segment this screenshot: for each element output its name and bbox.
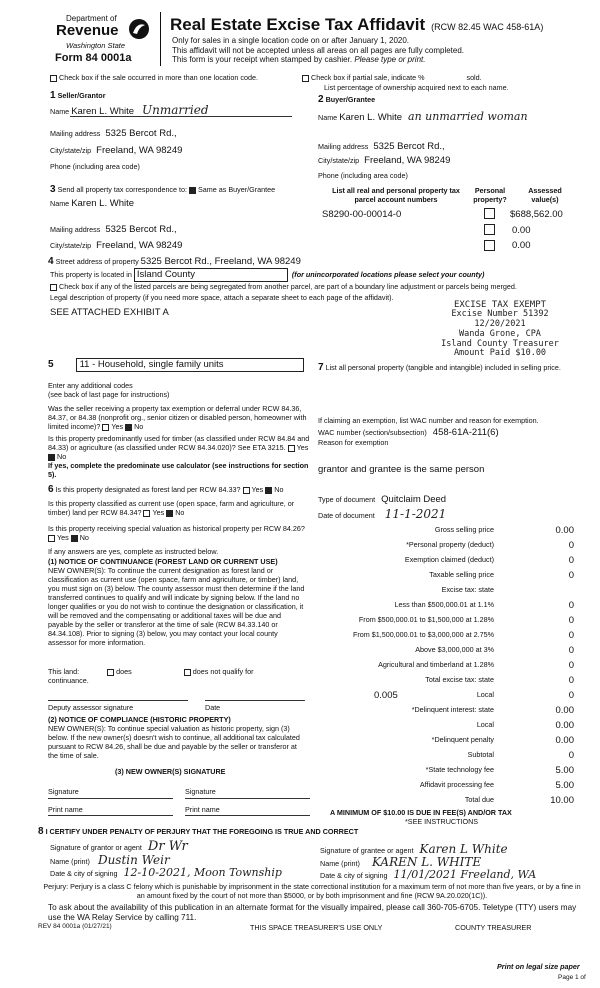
tax-value[interactable]: 0 (568, 540, 574, 551)
grantor-name[interactable]: Dustin Weir (97, 853, 170, 867)
ask-text: To ask about the availability of this publication in an alternate format for the visually impaired, please call 360-705-6705. Teletype (TTY) users may use the WA Relay Service by calling 711. (48, 903, 577, 923)
tax-label: Agricultural and timberland at 1.28% (378, 660, 494, 669)
grantor-date[interactable]: 12-10-2021, Moon Township (123, 866, 282, 879)
sec2-mailing-label: Mailing address (318, 142, 369, 151)
header-line1: Only for sales in a single location code on or after January 1, 2020. (172, 36, 410, 45)
tax-row-tier2 (318, 615, 578, 626)
tax-value[interactable]: 0.00 (555, 705, 574, 716)
sec6-if-yes: If any answers are yes, complete as instructed below. (48, 547, 219, 556)
sec4-street-row (48, 256, 301, 269)
tax-row-tier4 (318, 645, 578, 656)
sec3-num: 3 (50, 184, 56, 195)
form-title (170, 14, 543, 35)
sec1-phone-label: Phone (including area code) (50, 162, 140, 171)
excise-exempt-stamp (440, 300, 560, 359)
sec1-mailing-label: Mailing address (50, 129, 101, 138)
tax-value[interactable]: 0 (568, 555, 574, 566)
tax-label: Gross selling price (434, 525, 494, 534)
sec8-num: 8 (38, 826, 44, 837)
sec3-mailing-row (50, 224, 177, 236)
grantee-sig-label: Signature of grantee or agent (320, 846, 414, 855)
sec5-q2-no[interactable] (48, 454, 55, 461)
additional-label: Enter any additional codes (48, 381, 133, 390)
sec5-q2-yes-label: Yes (296, 443, 309, 452)
parcel-number-1[interactable]: S8290-00-00014-0 (322, 209, 402, 220)
tax-value[interactable]: 0 (568, 690, 574, 701)
tax-label: Exemption claimed (deduct) (404, 555, 494, 564)
sec2-city-row (318, 155, 450, 167)
sec1-num: 1 (50, 90, 56, 101)
tax-value[interactable]: 0.00 (555, 735, 574, 746)
sec1-mailing[interactable]: 5325 Bercot Rd., (105, 128, 177, 139)
sec1-city-row (50, 145, 182, 157)
sec3-city-label: City/state/zip (50, 241, 92, 250)
local-rate: 0.005 (374, 690, 398, 701)
dept-line3: Washington State (66, 41, 126, 50)
assessed-value-1[interactable]: $688,562.00 (510, 209, 563, 220)
sec5-q1 (48, 404, 310, 431)
sec3-name[interactable]: Karen L. White (71, 198, 135, 209)
new-owner-sig2[interactable]: Signature (185, 787, 216, 796)
sec2-header (318, 94, 375, 107)
deputy-date-line (205, 700, 305, 701)
tax-row-delinq-local (318, 720, 578, 731)
sec6-q3-no-label: No (79, 533, 89, 542)
sec6-q3-yes-label: Yes (57, 533, 69, 542)
grantor-name-label: Name (print) (50, 857, 90, 866)
sec7-label: List all personal property (tangible and intangible) included in selling price. (325, 363, 561, 372)
wac-label: WAC number (section/subsection) (318, 428, 427, 437)
sec8-certify (38, 826, 358, 839)
sec5-q2b: If yes, complete the predominate use calculator (see instructions for section 5). (48, 461, 309, 479)
tax-value[interactable]: 0 (568, 570, 574, 581)
sec4-unincorporated: (for unincorporated locations please select your county) (291, 270, 485, 279)
tax-row-excise-state (318, 585, 578, 596)
personal-checkbox-3[interactable] (484, 240, 495, 251)
assessed-value-2[interactable]: 0.00 (512, 225, 531, 236)
wac-number[interactable]: 458-61A-211(6) (432, 427, 499, 438)
sec1-label: Seller/Grantor (57, 91, 106, 100)
new-owner-sig1[interactable]: Signature (48, 787, 79, 796)
sec1-name-line (70, 116, 292, 117)
sec2-phone-label: Phone (including area code) (318, 171, 408, 180)
sec6-q1-no-label: No (274, 485, 284, 494)
tax-value[interactable]: 0 (568, 600, 574, 611)
sec6-q2-text: Is this property classified as current use (open space, farm and agriculture, or timber) land per RCW 84.34? (48, 499, 295, 517)
rev-number: REV 84 0001a (01/27/21) (38, 923, 112, 930)
notice2-title: (2) NOTICE OF COMPLIANCE (HISTORIC PROPERTY) (48, 715, 231, 724)
sec6-q1-text: Is this property designated as forest land per RCW 84.33? (55, 485, 241, 494)
sec3-name-row (50, 198, 134, 210)
sig3-title: (3) NEW OWNER(S) SIGNATURE (115, 767, 226, 776)
tax-value[interactable]: 0.00 (555, 525, 574, 536)
header-lines (172, 36, 464, 65)
sec1-mailing-row (50, 128, 177, 140)
tax-row-total-state (318, 675, 578, 686)
reason-value[interactable]: grantor and grantee is the same person (318, 464, 485, 475)
tax-label: Total excise tax: state (425, 675, 494, 684)
sec5-row (48, 358, 304, 372)
sec4-located-row (50, 268, 484, 282)
doc-date[interactable]: 11-1-2021 (384, 507, 447, 521)
doc-type-label: Type of document (318, 495, 376, 504)
tax-value[interactable]: 0 (568, 645, 574, 656)
partial-sale-check[interactable] (302, 73, 482, 82)
sec1-header (50, 90, 106, 103)
sec3-same: Same as Buyer/Grantee (198, 185, 276, 194)
grantor-date-label: Date & city of signing (50, 869, 118, 878)
sec6-q3 (48, 524, 313, 542)
page-number: Page 1 of (558, 974, 586, 981)
sec2-name-label: Name (318, 113, 338, 122)
boundary-label: Check box if any of the listed parcels are being segregated from another parcel, are part of a boundary line adjustment or parcels being merged. (59, 282, 517, 291)
sec3-mailing-label: Mailing address (50, 225, 101, 234)
sec2-name[interactable]: Karen L. White (339, 112, 403, 123)
grantee-name-label: Name (print) (320, 859, 360, 868)
tax-label: Taxable selling price (429, 570, 494, 579)
sec4-num: 4 (48, 256, 54, 267)
tax-value[interactable]: 0 (568, 630, 574, 641)
dept-line1: Department of (66, 14, 117, 23)
tax-row-tech-fee (318, 765, 578, 776)
parcel-header: List all real and personal property tax parcel account numbers (332, 186, 460, 204)
personal-header: Personal property? (473, 186, 507, 204)
assessed-header: Assessed value(s) (528, 186, 562, 204)
sec6-q3-text: Is this property receiving special valuation as historical property per RCW 84.26? (48, 524, 305, 533)
tax-label: Less than $500,000.01 at 1.1% (394, 600, 494, 609)
stamp-line5: Island County Treasurer (441, 338, 559, 349)
header-line2: This affidavit will not be accepted unless all areas on all pages are fully completed. (172, 45, 465, 55)
sec8-certify-text: I CERTIFY UNDER PENALTY OF PERJURY THAT THE FOREGOING IS TRUE AND CORRECT (45, 827, 359, 836)
tax-label: Excise tax: state (441, 585, 494, 594)
sec5-q1-no[interactable] (125, 424, 132, 431)
header-line3-wrap (172, 55, 464, 65)
tax-label: Affidavit processing fee (419, 780, 494, 789)
sec7-num: 7 (318, 362, 324, 373)
sec2-num: 2 (318, 94, 324, 105)
tax-row-subtotal (318, 750, 578, 761)
assessed-value-3[interactable]: 0.00 (512, 240, 531, 251)
tax-label: *Personal property (deduct) (406, 540, 494, 549)
tax-value[interactable]: 10.00 (550, 795, 574, 806)
sec4-boundary-row (50, 282, 590, 291)
title-text: Real Estate Excise Tax Affidavit (170, 15, 426, 34)
sec6-q3-no[interactable] (71, 535, 78, 542)
treasurer-use: THIS SPACE TREASURER'S USE ONLY (250, 923, 383, 932)
sec1-city[interactable]: Freeland, WA 98249 (96, 145, 183, 156)
sec2-mailing[interactable]: 5325 Bercot Rd., (373, 141, 445, 152)
minimum-notice: A MINIMUM OF $10.00 IS DUE IN FEE(S) AND/OR TAX (330, 808, 512, 817)
sec6-num: 6 (48, 484, 54, 495)
doc-date-row (318, 507, 446, 522)
tax-row-tier1 (318, 600, 578, 611)
additional-label2: (see back of last page for instructions) (48, 390, 170, 399)
sec3-name-label: Name (50, 199, 70, 208)
sec3-same-checkbox[interactable] (189, 187, 196, 194)
grantee-signature[interactable]: Karen L White (419, 842, 508, 856)
sec5-q2-no-label: No (57, 452, 67, 461)
grantee-date-label: Date & city of signing (320, 871, 388, 880)
tax-label: *Delinquent penalty (431, 735, 494, 744)
sec5-q2-yes[interactable] (288, 445, 295, 452)
reason-label: Reason for exemption (318, 438, 389, 447)
sec3-city-row (50, 240, 182, 252)
tax-label: Subtotal (467, 750, 494, 759)
tax-label: From $500,000.01 to $1,500,000 at 1.28% (358, 615, 494, 624)
sec6-q2-no[interactable] (166, 510, 173, 517)
sec6-q1-no[interactable] (265, 487, 272, 494)
sec4-street-label: Street address of property (55, 257, 139, 266)
multi-location-label: Check box if the sale occurred in more than one location code. (59, 73, 258, 82)
sec5-num: 5 (48, 359, 54, 370)
doc-date-label: Date of document (318, 511, 375, 520)
sec2-name-row (318, 110, 528, 124)
land-does: does (116, 667, 132, 676)
grantee-date[interactable]: 11/01/2021 Freeland, WA (393, 868, 537, 881)
tax-row-penalty (318, 735, 578, 746)
land-row (48, 667, 254, 676)
tax-label: *State technology fee (425, 765, 494, 774)
tax-row-agri (318, 660, 578, 671)
use-code-select[interactable]: 11 - Household, single family units (76, 358, 304, 372)
sec2-label: Buyer/Grantee (325, 95, 376, 104)
land-label: This land: (48, 667, 80, 676)
sec1-name-label: Name (50, 107, 70, 116)
sec6-q3-yes[interactable] (48, 535, 55, 542)
sec2-mailing-row (318, 141, 445, 153)
sold-label: sold. (466, 73, 482, 82)
sec5-q1-no-label: No (134, 422, 144, 431)
tax-value[interactable]: 0 (568, 750, 574, 761)
sec2-city-label: City/state/zip (318, 156, 360, 165)
grantor-date-row (50, 866, 282, 880)
multi-location-check[interactable] (50, 73, 258, 82)
tax-label: *Delinquent interest: state (411, 705, 494, 714)
legal-label: Legal description of property (if you need more space, attach a separate sheet to each page of the affidavit). (50, 293, 394, 302)
notice1-title: (1) NOTICE OF CONTINUANCE (FOREST LAND OR CURRENT USE) (48, 557, 278, 566)
legal-value[interactable]: SEE ATTACHED EXHIBIT A (50, 307, 169, 318)
doc-type[interactable]: Quitclaim Deed (381, 494, 447, 505)
tax-value[interactable]: 5.00 (555, 765, 574, 776)
print1-line (48, 815, 173, 816)
header-divider (160, 12, 161, 66)
stamp-line2: Excise Number 51392 (451, 309, 549, 320)
form-number: Form 84 0001a (55, 52, 132, 64)
tax-label: From $1,500,000.01 to $3,000,000 at 2.75% (352, 630, 494, 639)
additional-codes (48, 381, 169, 399)
sec3-mailing[interactable]: 5325 Bercot Rd., (105, 224, 177, 235)
new-owner-print2[interactable]: Print name (185, 805, 220, 814)
partial-sale-label: Check box if partial sale, indicate % (311, 73, 425, 82)
sec6-q2 (48, 499, 313, 517)
land-does-checkbox[interactable] (107, 669, 114, 676)
sec5-q1-text: Was the seller receiving a property tax exemption or deferral under RCW 84.36, 84.37, or 84.38 (nonprofit org., senior citizen or disabled person, homeowner with limited income)? (48, 404, 307, 431)
stamp-line6: Amount Paid $10.00 (453, 348, 547, 359)
continuance-label: continuance. (48, 676, 89, 685)
sec2-name-handwritten: an unmarried woman (408, 110, 528, 123)
deputy-date-label: Date (205, 703, 221, 712)
sec1-name[interactable]: Karen L. White (71, 106, 135, 117)
notice1-text: NEW OWNER(S): To continue the current designation as forest land or classification as current use (open space, farm and agriculture, or timber) land, you must sign on (3) below. The county assessor must then determine if the land transferred continues to qualify and will indicate by signing below. If the land no longer qualifies or you do not wish to continue the designation or classification, it will be removed and the compensating or additional taxes will be due and payable by the seller or transferor at the time of sale (RCW 84.33.140 or 84.34.108). Prior to signing (3) below, you may contact your local county assessor for more information. (48, 566, 305, 647)
sec5-q1-yes-label: Yes (111, 422, 124, 431)
doc-type-row (318, 494, 446, 506)
personal-checkbox-1[interactable] (484, 208, 495, 219)
tax-row-total (318, 795, 578, 806)
sec4-located-label: This property is located in (50, 270, 132, 279)
sec3-label: Send all property tax correspondence to: (57, 185, 188, 194)
grantee-date-row (320, 868, 536, 882)
stamp-line3: 12/20/2021 (474, 319, 526, 330)
sec6-q1-yes-label: Yes (251, 485, 264, 494)
perjury-statement: Perjury: Perjury is a class C felony which is punishable by imprisonment in the state correctional institution for a maximum term of not more than five years, or by a fine in an amount fixed by the court of not more than $5000, or by both imprisonment and fine (RCW 9A.20.020(1C)). (43, 882, 581, 900)
sec7-label-row (318, 362, 588, 375)
county-select[interactable]: Island County (134, 268, 288, 282)
boundary-checkbox[interactable] (50, 284, 57, 291)
tax-value[interactable]: 5.00 (555, 780, 574, 791)
partial-sale-checkbox[interactable] (302, 75, 309, 82)
tax-row-personal (318, 540, 578, 551)
sec5-q2 (48, 434, 310, 479)
stamp-line4: Wanda Grone, CPA (459, 328, 541, 339)
grantee-name[interactable]: KAREN L. WHITE (371, 855, 482, 869)
perjury-text (42, 882, 582, 900)
sec1-name-handwritten: Unmarried (142, 103, 209, 117)
sec2-city[interactable]: Freeland, WA 98249 (364, 155, 451, 166)
tax-row-local (318, 690, 578, 701)
sec3-header (50, 184, 275, 197)
new-owner-print1[interactable]: Print name (48, 805, 83, 814)
header-line3: This form is your receipt when stamped by cashier. (172, 55, 353, 65)
tax-value[interactable]: 0 (568, 675, 574, 686)
land-does-not-checkbox[interactable] (184, 669, 191, 676)
sec6-q1-yes[interactable] (243, 487, 250, 494)
tax-label: Above $3,000,000 at 3% (415, 645, 494, 654)
tax-value[interactable]: 0.00 (555, 720, 574, 731)
sec6-q2-no-label: No (175, 508, 185, 517)
sec5-q2-text: Is this property predominantly used for timber (as classified under RCW 84.84 and 84.33) or agriculture (as classified under RCW 84.34.020)? See ETA 3215. (48, 434, 310, 452)
title-rcw: (RCW 82.45 WAC 458-61A) (431, 22, 544, 32)
revenue-logo-icon (128, 18, 150, 40)
personal-checkbox-2[interactable] (484, 224, 495, 235)
tax-label: Total due (464, 795, 494, 804)
sig1-line (48, 798, 173, 799)
sig2-line (185, 798, 310, 799)
land-does-not: does not qualify for (192, 667, 254, 676)
exemption-label: If claiming an exemption, list WAC number and reason for exemption. (318, 416, 539, 425)
deputy-line (48, 700, 188, 701)
tax-row-delinq-state (318, 705, 578, 716)
multi-location-checkbox[interactable] (50, 75, 57, 82)
tax-row-processing (318, 780, 578, 791)
notice2-text: NEW OWNER(S): To continue special valuation as historic property, sign (3) below. If the new owner(s) doesn't wish to continue, all additional tax calculated pursuant to RCW 84.26, shall be due and payable by the seller or transferor at the time of sale. (48, 724, 300, 760)
sec3-city[interactable]: Freeland, WA 98249 (96, 240, 183, 251)
list-pct-label: List percentage of ownership acquired next to each name. (324, 83, 509, 92)
grantor-sig-label: Signature of grantor or agent (50, 843, 142, 852)
county-treasurer: COUNTY TREASURER (455, 923, 532, 932)
header-line3-italic: Please type or print. (354, 55, 426, 65)
print-legal: Print on legal size paper (497, 962, 580, 971)
tax-row-exemption (318, 555, 578, 566)
stamp-line1: EXCISE TAX EXEMPT (453, 300, 547, 310)
tax-row-tier3 (318, 630, 578, 641)
deputy-label: Deputy assessor signature (48, 703, 134, 712)
tax-value[interactable]: 0 (568, 660, 574, 671)
sec4-street[interactable]: 5325 Bercot Rd., Freeland, WA 98249 (140, 256, 301, 267)
tax-label: Local (476, 720, 494, 729)
print2-line (185, 815, 310, 816)
see-instructions: *SEE INSTRUCTIONS (405, 817, 479, 826)
grantor-signature[interactable]: Dr Wr (147, 839, 188, 854)
tax-row-taxable (318, 570, 578, 581)
sec6-q1 (48, 484, 313, 497)
tax-value[interactable]: 0 (568, 615, 574, 626)
tax-row-gross (318, 525, 578, 536)
sec6-q2-yes[interactable] (143, 510, 150, 517)
tax-label: Local (476, 690, 494, 699)
sec5-q1-yes[interactable] (102, 424, 109, 431)
dept-line2: Revenue (56, 22, 119, 39)
sec6-q2-yes-label: Yes (152, 508, 165, 517)
sec1-city-label: City/state/zip (50, 146, 92, 155)
